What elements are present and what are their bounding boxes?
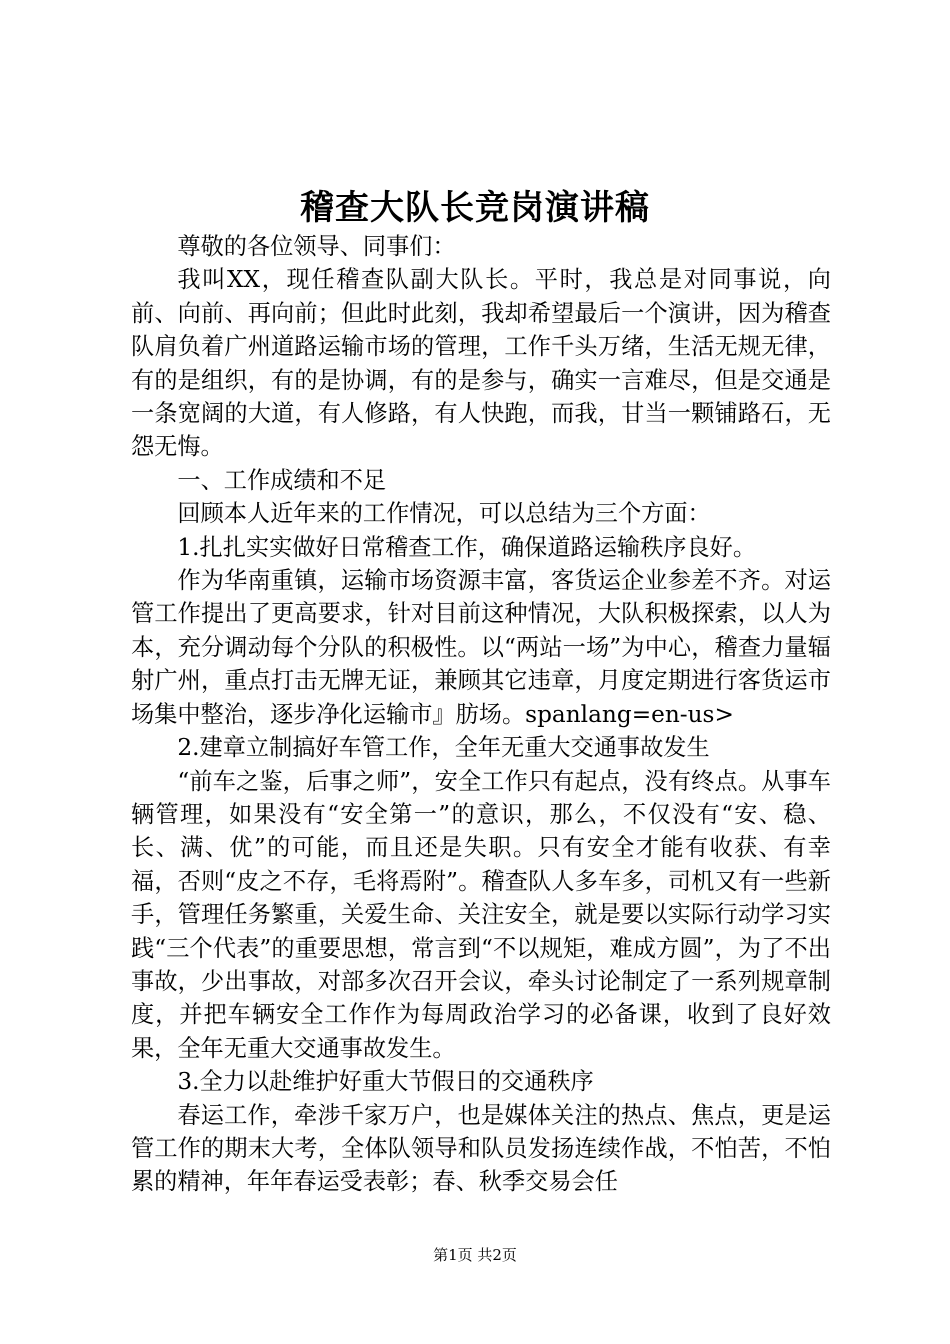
document-title: 稽查大队长竞岗演讲稿 bbox=[300, 188, 650, 228]
paragraph-3: 春运工作，牵涉千家万户，也是媒体关注的热点、焦点，更是运管工作的期末大考，全体队领导和队员发扬连续作战，不怕苦，不怕累的精神，年年春运受表彰；春、秋季交易会任 bbox=[131, 1101, 831, 1196]
paragraph-summary: 回顾本人近年来的工作情况，可以总结为三个方面： bbox=[177, 500, 711, 528]
paragraph-salutation: 尊敬的各位领导、同事们： bbox=[177, 233, 456, 260]
paragraph-1: 作为华南重镇，运输市场资源丰富，客货运企业参差不齐。对运管工作提出了更高要求，针对目前这种情况，大队积极探索，以人为本，充分调动每个分队的积极性。以“两站一场”为中心，稽查力量辐射广州，重点打击无牌无证，兼顾其它违章，月度定期进行客货运市场集中整治，逐步净化运输市』肪场。spanlang=en-us> bbox=[131, 567, 831, 728]
subheading-3: 3.全力以赴维护好重大节假日的交通秩序 bbox=[177, 1068, 594, 1096]
subheading-1: 1.扎扎实实做好日常稽查工作，确保道路运输秩序良好。 bbox=[177, 533, 757, 561]
page-footer: 第1页 共2页 bbox=[433, 1246, 517, 1264]
document-body bbox=[131, 230, 831, 1199]
paragraph-2: “前车之鉴，后事之师”，安全工作只有起点，没有终点。从事车辆管理，如果没有“安全第一”的意识，那么，不仅没有“安、稳、长、满、优”的可能，而且还是失职。只有安全才能有收获、有幸福，否则“皮之不存，毛将焉附”。稽查队人多车多，司机又有一些新手，管理任务繁重，关爱生命、关注安全，就是要以实际行动学习实践“三个代表”的重要思想，常言到“不以规矩，难成方圆”，为了不出事故，少出事故，对部多次召开会议，牵头讨论制定了一系列规章制度，并把车辆安全工作作为每周政治学习的必备课，收到了良好效果，全年无重大交通事故发生。 bbox=[131, 767, 831, 1062]
paragraph-introduction: 我叫XX，现任稽查队副大队长。平时，我总是对同事说，向前、向前、再向前；但此时此刻，我却希望最后一个演讲，因为稽查队肩负着广州道路运输市场的管理，工作千头万绪，生活无规无律，有的是组织，有的是协调，有的是参与，确实一言难尽，但是交通是一条宽阔的大道，有人修路，有人快跑，而我，甘当一颗铺路石，无怨无悔。 bbox=[131, 266, 831, 461]
section-heading: 一、工作成绩和不足 bbox=[177, 466, 387, 494]
subheading-2: 2.建章立制搞好车管工作，全年无重大交通事故发生 bbox=[177, 734, 710, 762]
